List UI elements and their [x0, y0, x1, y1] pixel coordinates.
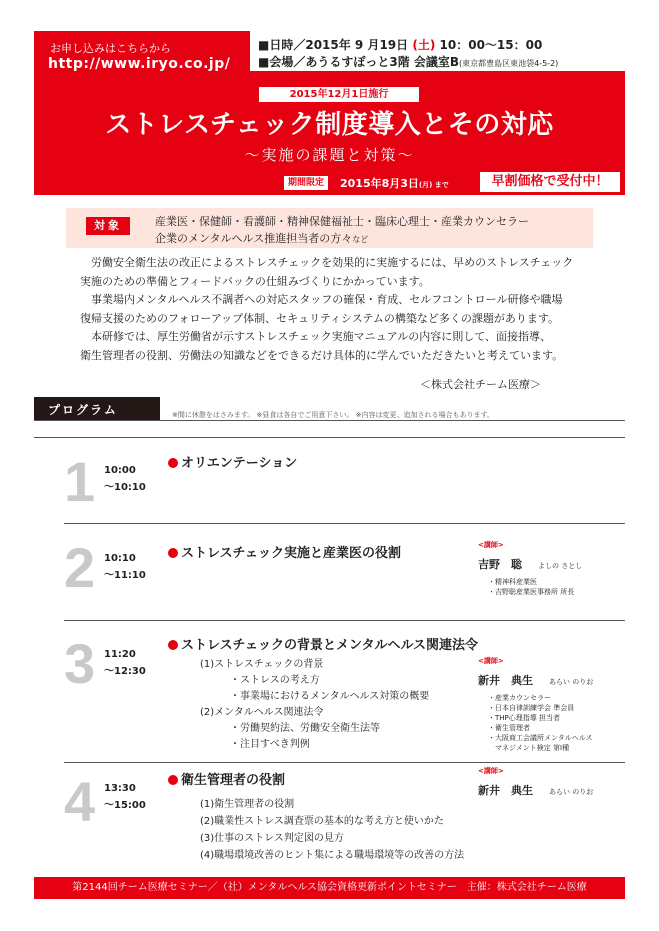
- session-number: 1: [64, 450, 96, 513]
- bullet-icon: [168, 775, 178, 785]
- divider: [64, 762, 625, 763]
- session-title: 衛生管理者の役割: [168, 769, 285, 788]
- bullet-icon: [168, 548, 178, 558]
- bullet-icon: [168, 640, 178, 650]
- session-items: (1)衛生管理者の役割 (2)職業性ストレス調査票の基本的な考え方と使いかた (3)仕事のストレス判定図の見方 (4)職場環境改善のヒント集による職場環境等の改善の方法: [200, 799, 465, 861]
- early-bird-badge: 早割価格で受付中！: [480, 172, 620, 192]
- target-line-1: 産業医・保健師・看護師・精神保健福祉士・臨床心理士・産業カウンセラー: [155, 215, 529, 228]
- intro-line: 本研修では、厚生労働省が示すストレスチェック実施マニュアルの内容に則して、面接指導、: [80, 330, 552, 343]
- intro-line: 労働安全衛生法の改正によるストレスチェックを効果的に実施するには、早めのストレスチェック: [80, 256, 574, 269]
- intro-line: 復帰支援のためのフォローアップ体制、セキュリティシステムの構築など多くの課題があります。: [80, 311, 560, 325]
- intro-text: [80, 254, 590, 365]
- apply-text: お申し込みはこちらから: [50, 42, 171, 55]
- event-venue: ■会場／あうるすぽっと3階 会議室B(東京都豊島区東池袋4-5-2): [258, 55, 559, 69]
- signature: ＜株式会社チーム医療＞: [420, 378, 541, 391]
- website-link[interactable]: http://www.iryo.co.jp/: [48, 56, 231, 72]
- session-time: 13:30 ～15:00: [104, 783, 146, 811]
- program-tab: プログラム: [34, 397, 160, 421]
- early-deadline: 2015年8月3日(月) まで: [340, 177, 449, 190]
- divider: [64, 523, 625, 524]
- session-title: ストレスチェックの背景とメンタルヘルス関連法令: [168, 634, 478, 653]
- target-label: 対象: [86, 217, 130, 235]
- session-title: オリエンテーション: [168, 452, 297, 471]
- lecturer-block: <講師> 吉野 聡 よしの さとし ・精神科産業医 ・吉野聡産業医事務所 所長: [478, 541, 583, 596]
- session-time: 10:10 ～11:10: [104, 553, 146, 581]
- bullet-icon: [168, 458, 178, 468]
- session-time: 10:00 ～10:10: [104, 465, 146, 493]
- footer-banner: 第2144回チーム医療セミナー／（社）メンタルヘルス協会資格更新ポイントセミナー 主催：株式会社チーム医療: [34, 877, 625, 899]
- target-line-2: 企業のメンタルヘルス推進担当者の方々など: [155, 232, 369, 245]
- limited-badge: 期間限定: [284, 176, 328, 190]
- lecturer-block: <講師> 新井 典生 あらい のりお: [478, 767, 594, 797]
- page-title: ストレスチェック制度導入とその対応: [105, 110, 554, 140]
- implementation-date: 2015年12月1日施行: [259, 87, 419, 102]
- session-number: 4: [64, 770, 96, 833]
- divider: [64, 620, 625, 621]
- session-number: 2: [64, 536, 96, 599]
- page-subtitle: ～実施の課題と対策～: [244, 146, 415, 164]
- program-note: ※間に休憩をはさみます。 ※昼食は各自でご用意下さい。 ※内容は変更、追加される場合もあります。: [172, 411, 494, 419]
- divider: [34, 420, 625, 421]
- session-title: ストレスチェック実施と産業医の役割: [168, 542, 401, 561]
- session-number: 3: [64, 632, 96, 695]
- lecturer-block: <講師> 新井 典生 あらい のりお ・産業カウンセラー ・日本自律訓練学会 準会員 ・THP心理指導 担当者 ・衛生管理者 ・大阪商工会議所メンタルヘルス マネジメント検定 第Ⅰ種: [478, 657, 594, 752]
- session-items: (1)ストレスチェックの背景 ・ストレスの考え方 ・事業場におけるメンタルヘルス対策の概要 (2)メンタルヘルス関連法令 ・労働契約法、労働安全衛生法等 ・注目すべき判例: [200, 659, 430, 750]
- intro-line: 衛生管理者の役割、労働法の知識などをできるだけ具体的に学んでいただきたいと考えています。: [80, 348, 564, 362]
- event-date: ■日時／2015年 9 月19日 (土) 10：00～15：00: [258, 38, 543, 52]
- session-time: 11:20 ～12:30: [104, 649, 146, 677]
- intro-line: 事業場内メンタルヘルス不調者への対応スタッフの確保・育成、セルフコントロール研修や職場: [80, 293, 563, 306]
- intro-line: 実施のための準備とフィードバックの仕組みづくりにかかっています。: [80, 274, 430, 288]
- divider: [34, 437, 625, 438]
